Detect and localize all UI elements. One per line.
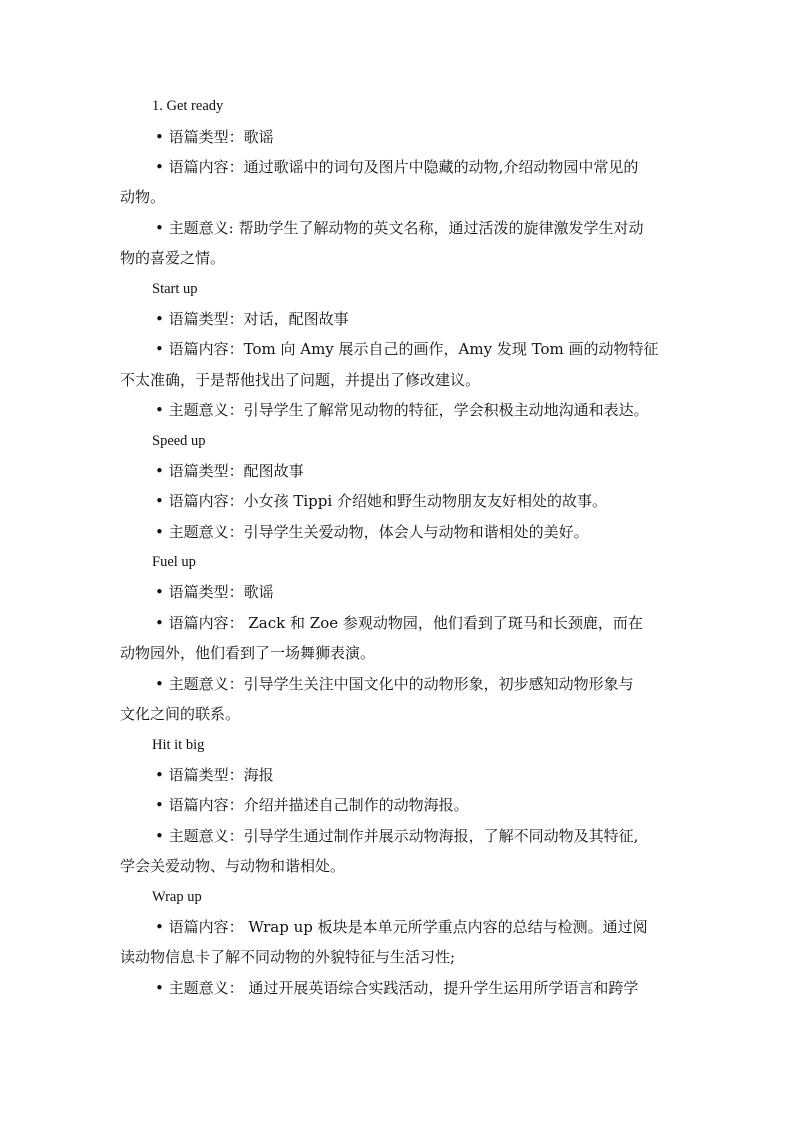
bullet-text-content: • 语篇内容： Zack 和 Zoe 参观动物园，他们看到了斑马和长颈鹿，而在 — [155, 614, 643, 632]
bullet-text-type: • 语篇类型：歌谣 — [155, 583, 274, 601]
bullet-text-meaning: • 主题意义：引导学生通过制作并展示动物海报，了解不同动物及其特征, — [155, 827, 639, 845]
bullet-text-meaning: • 主题意义：引导学生了解常见动物的特征，学会积极主动地沟通和表达。 — [155, 401, 649, 419]
bullet-text-content: • 语篇内容：Tom 向 Amy 展示自己的画作，Amy 发现 Tom 画的动物特征 — [155, 340, 659, 358]
body-text: 动物。 — [120, 188, 166, 206]
bullet-text-meaning: • 主题意义: 帮助学生了解动物的英文名称，通过活泼的旋律激发学生对动 — [155, 219, 644, 237]
section-heading-speed-up: Speed up — [152, 433, 206, 449]
bullet-text-content: • 语篇内容：介绍并描述自己制作的动物海报。 — [155, 796, 469, 814]
section-heading-wrap-up: Wrap up — [152, 889, 202, 905]
bullet-text-meaning: • 主题意义：引导学生关注中国文化中的动物形象，初步感知动物形象与 — [155, 675, 634, 693]
section-heading-hit-it-big: Hit it big — [152, 737, 205, 753]
bullet-text-type: • 语篇类型：歌谣 — [155, 128, 274, 146]
body-text: 物的喜爱之情。 — [120, 249, 226, 267]
bullet-text-type: • 语篇类型：对话，配图故事 — [155, 310, 349, 328]
bullet-text-content: • 语篇内容： Wrap up 板块是本单元所学重点内容的总结与检测。通过阅 — [155, 918, 648, 936]
section-heading-get-ready: 1. Get ready — [152, 98, 224, 114]
section-heading-start-up: Start up — [152, 281, 198, 297]
bullet-text-content: • 语篇内容：通过歌谣中的词句及图片中隐藏的动物,介绍动物园中常见的 — [155, 158, 639, 176]
body-text: 动物园外，他们看到了一场舞狮表演。 — [120, 644, 376, 662]
bullet-text-type: • 语篇类型：海报 — [155, 766, 274, 784]
body-text: 读动物信息卡了解不同动物的外貌特征与生活习性; — [120, 948, 456, 966]
bullet-text-meaning: • 主题意义： 通过开展英语综合实践活动，提升学生运用所学语言和跨学 — [155, 979, 639, 997]
bullet-text-meaning: • 主题意义：引导学生关爱动物，体会人与动物和谐相处的美好。 — [155, 523, 589, 541]
bullet-text-type: • 语篇类型：配图故事 — [155, 462, 304, 480]
body-text: 不太准确，于是帮他找出了问题，并提出了修改建议。 — [120, 371, 481, 389]
body-text: 文化之间的联系。 — [120, 705, 241, 723]
section-heading-fuel-up: Fuel up — [152, 554, 196, 570]
body-text: 学会关爱动物、与动物和谐相处。 — [120, 857, 346, 875]
bullet-text-content: • 语篇内容：小女孩 Tippi 介绍她和野生动物朋友友好相处的故事。 — [155, 492, 607, 510]
